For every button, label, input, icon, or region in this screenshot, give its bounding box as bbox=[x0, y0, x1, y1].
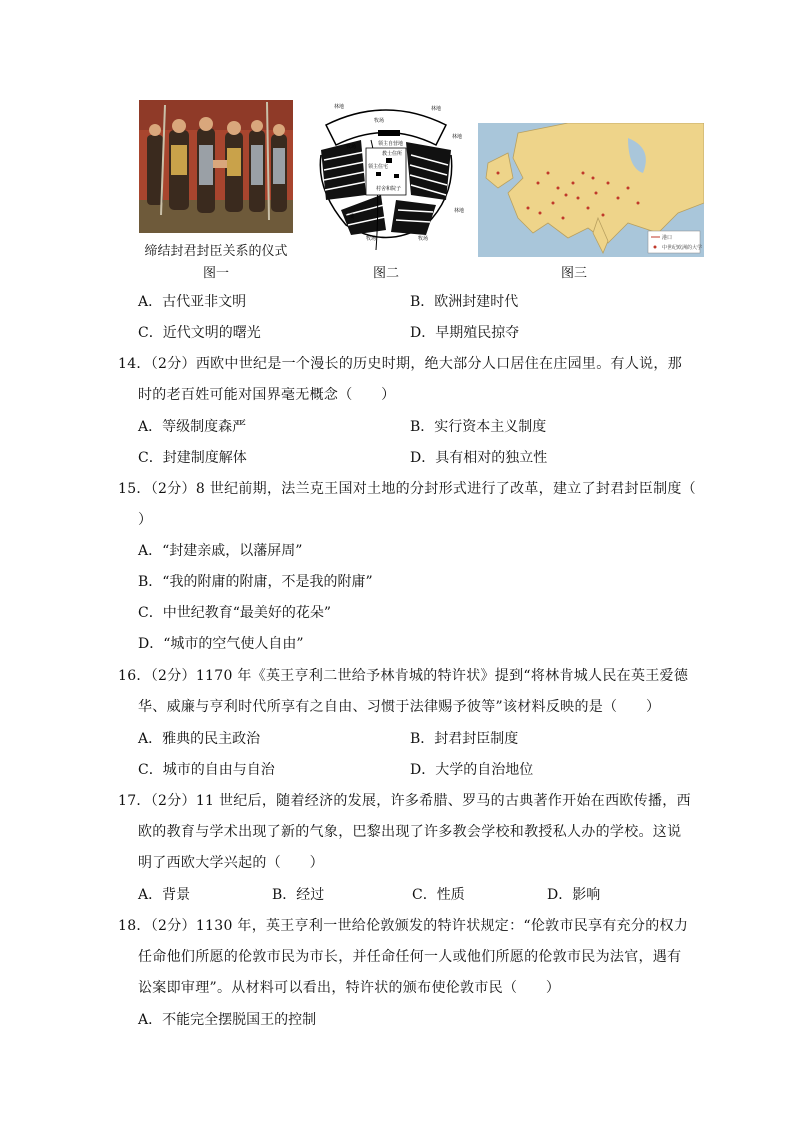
q17-option-b: B．经过 bbox=[272, 887, 325, 903]
q14-stem-line1: 14．（2分）西欧中世纪是一个漫长的历史时期，绝大部分人口居住在庄园里。有人说，那 bbox=[118, 356, 683, 372]
figure-3-label: 图三 bbox=[560, 266, 587, 281]
q13-option-b: B．欧洲封建时代 bbox=[410, 294, 519, 310]
q17-stem-line1: 17．（2分）11 世纪后，随着经济的发展，许多希腊、罗马的古典著作开始在西欧传播，西 bbox=[118, 793, 691, 809]
svg-text:领主住宅: 领主住宅 bbox=[368, 164, 389, 170]
q13-option-a: A．古代亚非文明 bbox=[138, 294, 247, 310]
svg-text:小溪: 小溪 bbox=[344, 214, 355, 220]
q15-stem-line2: ） bbox=[138, 512, 153, 528]
q16-option-a: A．雅典的民主政治 bbox=[138, 731, 261, 747]
q16-option-b: B．封君封臣制度 bbox=[410, 731, 519, 747]
q16-option-c: C．城市的自由与自治 bbox=[138, 762, 275, 778]
svg-text:林地: 林地 bbox=[334, 104, 345, 110]
q15-option-a: A．“封建亲戚，以藩屏周” bbox=[138, 543, 303, 559]
figure-1-painting bbox=[139, 100, 293, 233]
q15-option-b: B．“我的附庸的附庸，不是我的附庸” bbox=[138, 574, 373, 590]
svg-text:牧场: 牧场 bbox=[346, 144, 357, 150]
q15-stem-line1: 15．（2分）8 世纪前期，法兰克王国对土地的分封形式进行了改革，建立了封君封臣制度（ bbox=[118, 481, 696, 497]
europe-universities-map-image bbox=[478, 123, 704, 257]
q14-option-b: B．实行资本主义制度 bbox=[410, 419, 547, 435]
figure-2-manor-map bbox=[306, 100, 466, 252]
svg-text:林地: 林地 bbox=[452, 134, 463, 140]
q18-stem-line3: 讼案即审理”。从材料可以看出，特许状的颁布使伦敦市民（ ） bbox=[138, 980, 561, 996]
figure-1-label: 图一 bbox=[202, 266, 229, 281]
q16-option-d: D．大学的自治地位 bbox=[410, 762, 534, 778]
figure-1-caption: 缔结封君封臣关系的仪式 bbox=[144, 244, 288, 259]
q17-stem-line3: 明了西欧大学兴起的（ ） bbox=[138, 855, 324, 871]
q14-option-a: A．等级制度森严 bbox=[138, 419, 247, 435]
q16-stem-line1: 16．（2分）1170 年《英王亨利二世给予林肯城的特许状》提到“将林肯城人民在英王爱德 bbox=[118, 668, 689, 684]
manor-map-image bbox=[306, 100, 466, 252]
map-legend-university: 中世纪欧洲的大学 bbox=[662, 245, 703, 251]
q15-option-d: D．“城市的空气使人自由” bbox=[138, 636, 304, 652]
svg-text:林地: 林地 bbox=[454, 208, 465, 214]
svg-text:教士住所: 教士住所 bbox=[382, 151, 403, 157]
q16-stem-line2: 华、威廉与亨利时代所享有之自由、习惯于法律赐予彼等”该材料反映的是（ ） bbox=[138, 699, 661, 715]
q14-option-c: C．封建制度解体 bbox=[138, 450, 247, 466]
q18-stem-line1: 18．（2分）1130 年，英王亨利一世给伦敦颁发的特许状规定：“伦敦市民享有充分的权力 bbox=[118, 918, 689, 934]
q18-option-a: A．不能完全摆脱国王的控制 bbox=[138, 1012, 317, 1028]
q17-stem-line2: 欧的教育与学术出现了新的气象，巴黎出现了许多教会学校和教授私人办的学校。这说 bbox=[138, 824, 682, 840]
svg-text:牧场: 牧场 bbox=[366, 236, 377, 242]
svg-text:领主自营地: 领主自营地 bbox=[378, 141, 404, 147]
q15-option-c: C．中世纪教育“最美好的花朵” bbox=[138, 605, 332, 621]
svg-text:林地: 林地 bbox=[431, 106, 442, 112]
figure-3-europe-map bbox=[478, 123, 704, 257]
svg-text:牧场: 牧场 bbox=[418, 236, 429, 242]
q17-option-d: D．影响 bbox=[547, 887, 601, 903]
ceremony-painting-image bbox=[139, 100, 293, 233]
q14-option-d: D．具有相对的独立性 bbox=[410, 450, 548, 466]
figure-2-label: 图二 bbox=[372, 266, 399, 281]
q17-option-a: A．背景 bbox=[138, 887, 191, 903]
q17-option-c: C．性质 bbox=[412, 887, 465, 903]
svg-text:村舍和院子: 村舍和院子 bbox=[376, 186, 402, 192]
q13-option-c: C．近代文明的曙光 bbox=[138, 325, 261, 341]
svg-text:牧场: 牧场 bbox=[374, 118, 385, 124]
q13-option-d: D．早期殖民掠夺 bbox=[410, 325, 520, 341]
q14-stem-line2: 时的老百姓可能对国界毫无概念（ ） bbox=[138, 387, 396, 403]
map-legend-port: 港口 bbox=[662, 235, 673, 241]
q18-stem-line2: 任命他们所愿的伦敦市民为市长，并任命任何一人或他们所愿的伦敦市民为法官，遇有 bbox=[138, 949, 682, 965]
